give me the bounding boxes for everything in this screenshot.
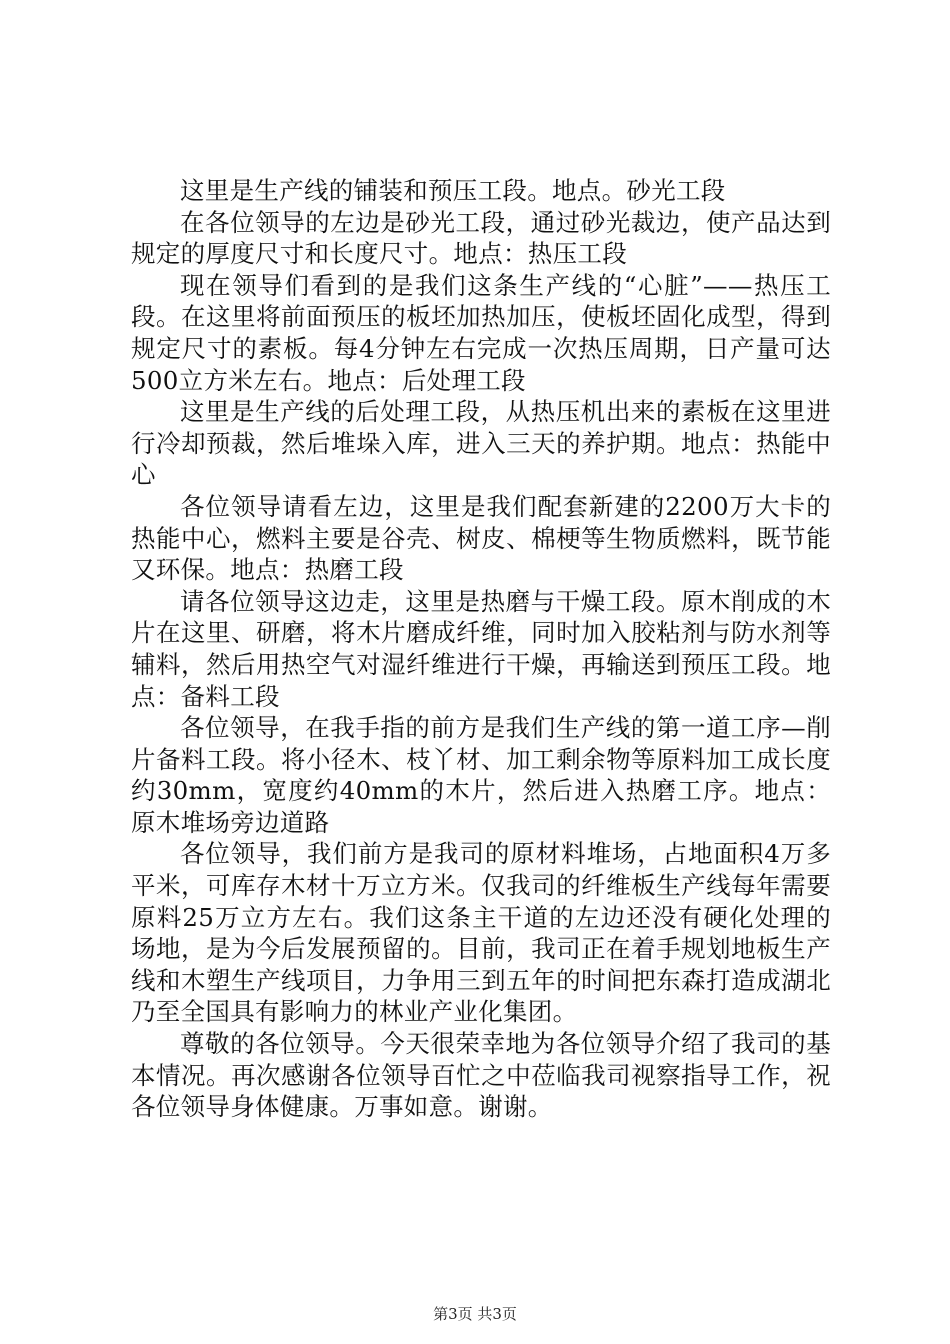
paragraph-7: 各位领导，在我手指的前方是我们生产线的第一道工序—削片备料工段。将小径木、枝丫材、加工剩余物等原料加工成长度约30mm，宽度约40mm的木片，然后进入热磨工序。地点：原木堆场旁边道路 (131, 713, 831, 837)
paragraph-1: 这里是生产线的铺装和预压工段。地点。砂光工段 (180, 176, 726, 205)
paragraph-3: 现在领导们看到的是我们这条生产线的“心脏”——热压工段。在这里将前面预压的板坯加热加压，使板坯固化成型，得到规定尺寸的素板。每4分钟左右完成一次热压周期，日产量可达500立方米左右。地点：后处理工段 (131, 270, 831, 395)
paragraph-4: 这里是生产线的后处理工段，从热压机出来的素板在这里进行冷却预裁，然后堆垛入库，进入三天的养护期。地点：热能中心 (131, 397, 831, 490)
paragraph-6: 请各位领导这边走，这里是热磨与干燥工段。原木削成的木片在这里、研磨，将木片磨成纤维，同时加入胶粘剂与防水剂等辅料，然后用热空气对湿纤维进行干燥，再输送到预压工段。地点：备料工段 (131, 586, 831, 711)
page-footer (0, 1303, 950, 1324)
paragraph-2: 在各位领导的左边是砂光工段，通过砂光裁边，使产品达到规定的厚度尺寸和长度尺寸。地点：热压工段 (131, 207, 831, 269)
page-number: 第3页 共3页 (433, 1305, 517, 1323)
document-body (131, 175, 831, 1123)
paragraph-9: 尊敬的各位领导。今天很荣幸地为各位领导介绍了我司的基本情况。再次感谢各位领导百忙之中莅临我司视察指导工作，祝各位领导身体健康。万事如意。谢谢。 (131, 1029, 831, 1122)
paragraph-5: 各位领导请看左边，这里是我们配套新建的2200万大卡的热能中心，燃料主要是谷壳、树皮、棉梗等生物质燃料，既节能又环保。地点：热磨工段 (131, 491, 831, 585)
paragraph-8: 各位领导，我们前方是我司的原材料堆场，占地面积4万多平米，可库存木材十万立方米。仅我司的纤维板生产线每年需要原料25万立方左右。我们这条主干道的左边还没有硬化处理的场地，是为今后发展预留的。目前，我司正在着手规划地板生产线和木塑生产线项目，力争用三到五年的时间把东森打造成湖北乃至全国具有影响力的林业产业化集团。 (131, 839, 831, 1027)
